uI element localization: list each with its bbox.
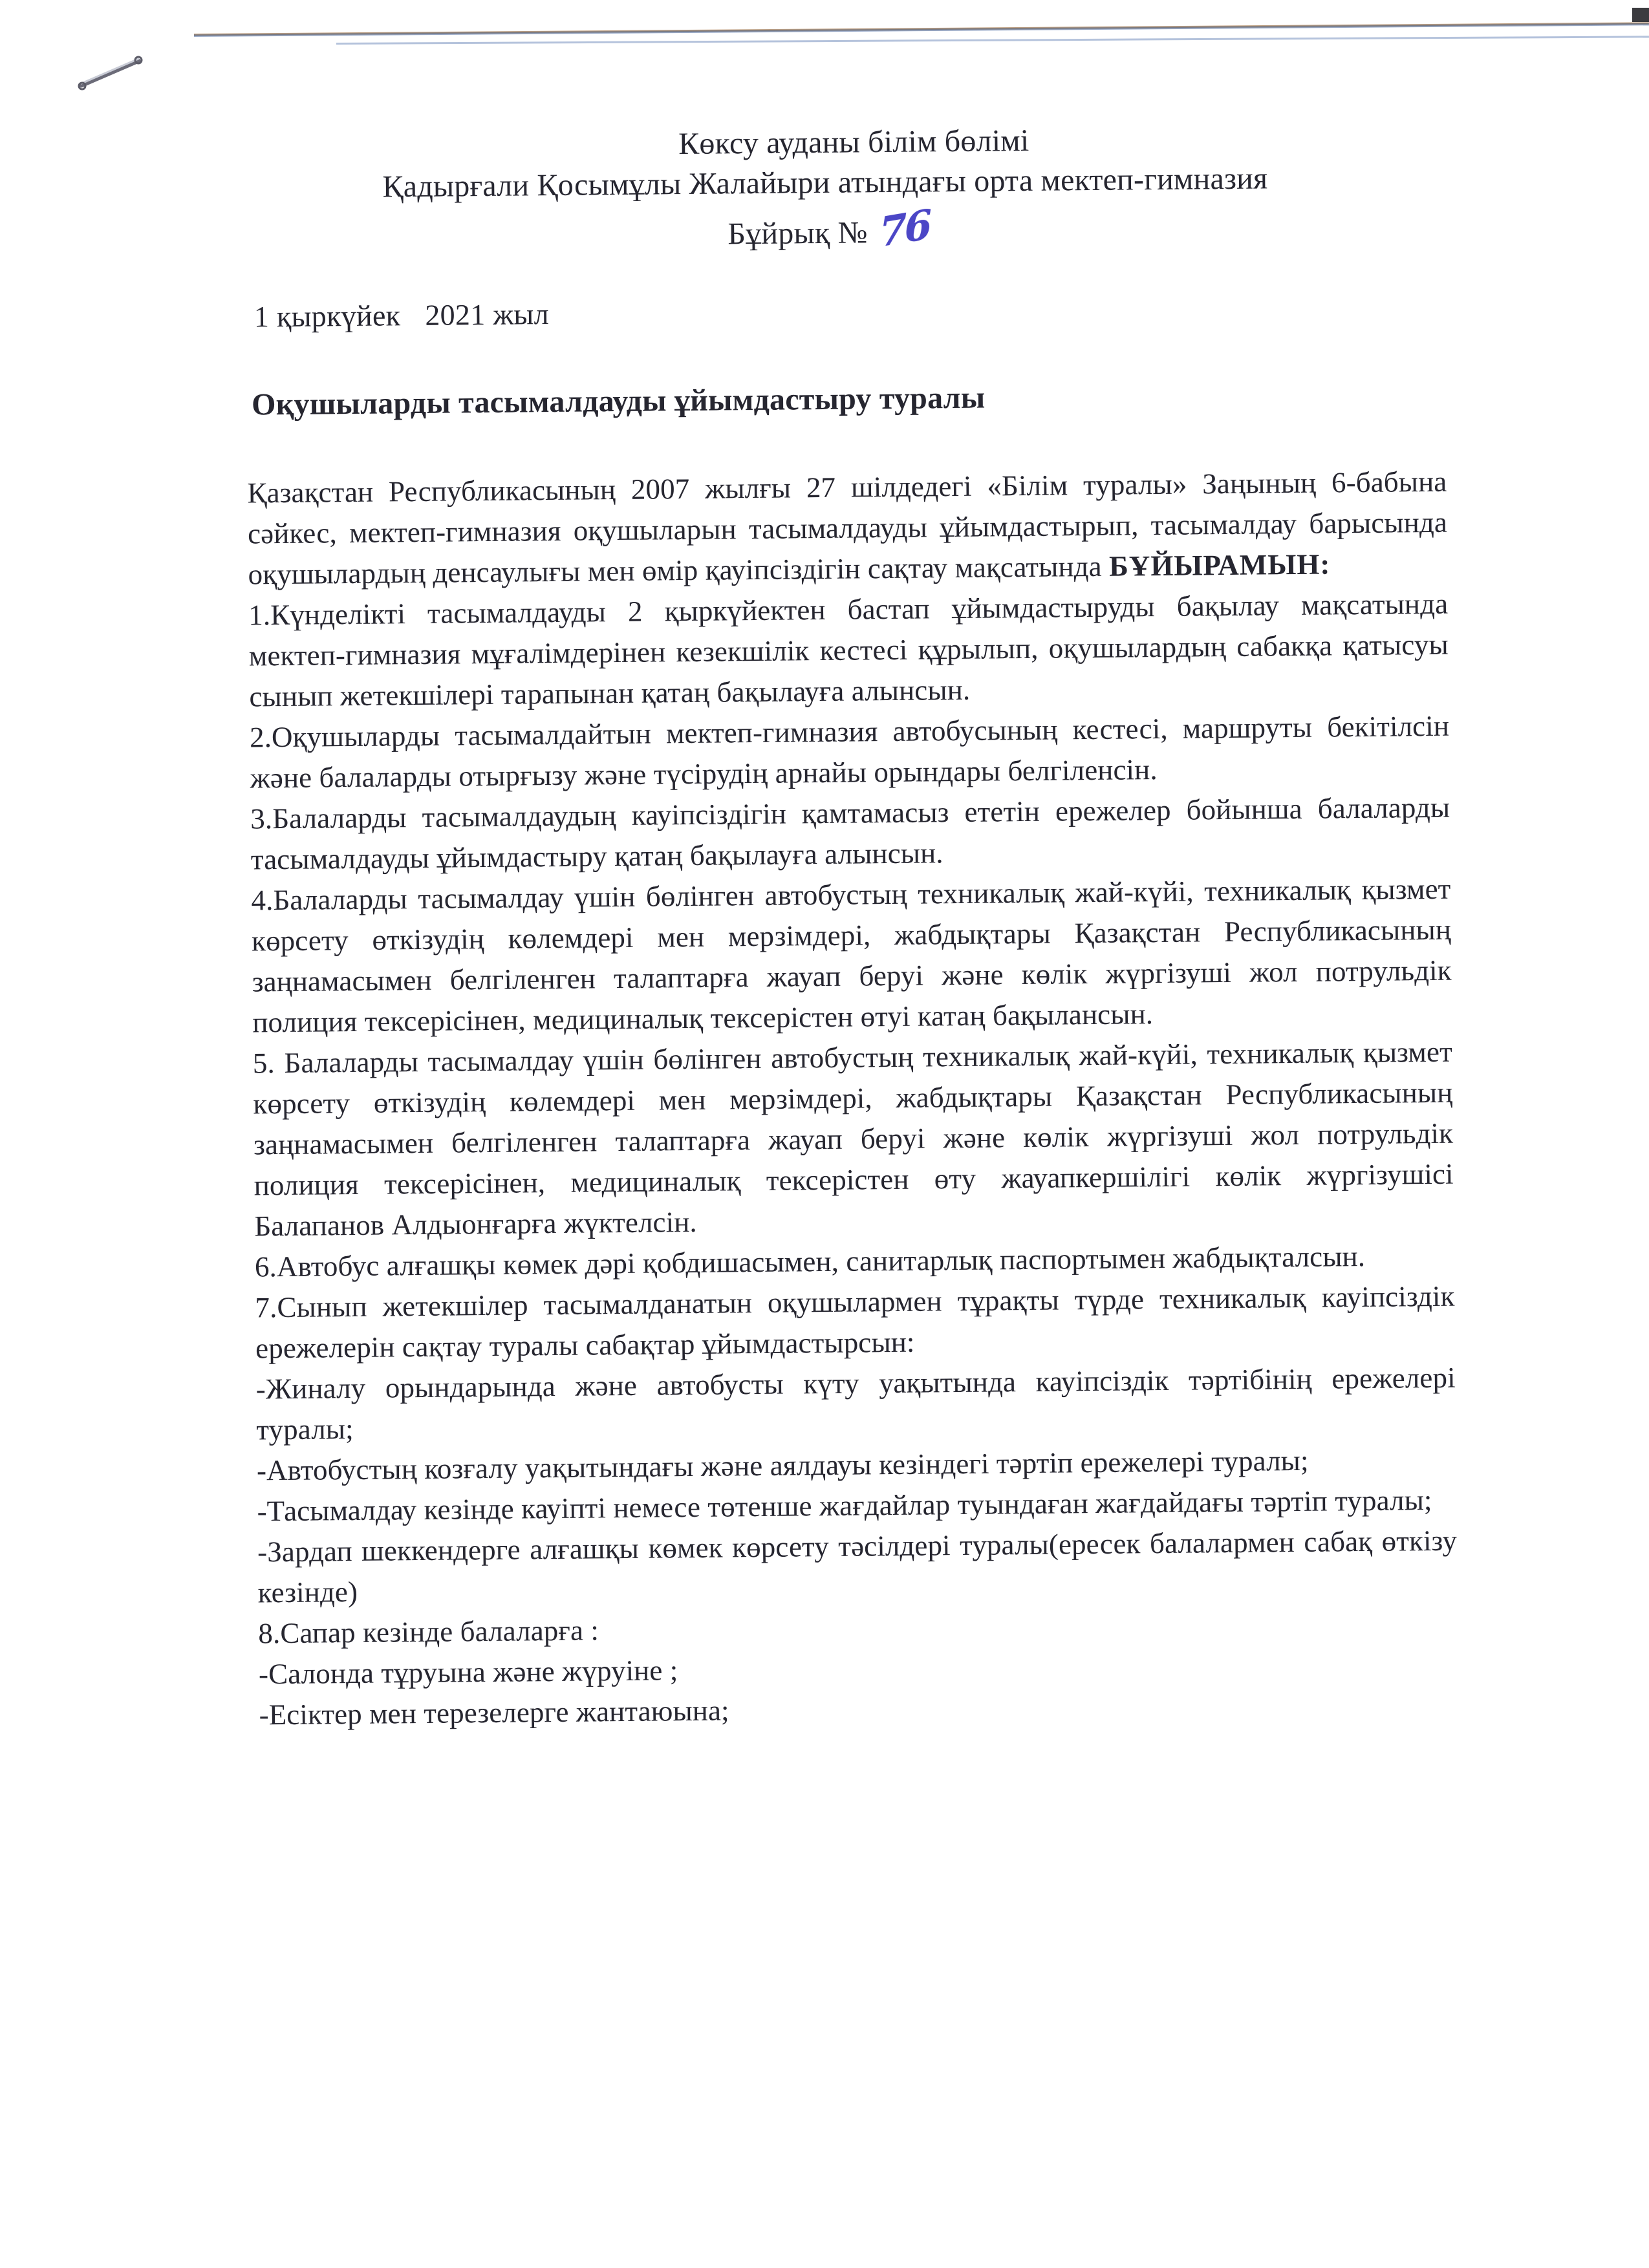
preamble-text: Қазақстан Республикасының 2007 жылғы 27 шілдедегі «Білім туралы» Заңының 6-бабына сәйкес, мектеп-гимназия оқушыларын тасымалдауды ұйымдастырып, тасымалдау барысында оқушылардың денсаулығы мен өмір қауіпсіздігін сақтау мақсатында [247, 465, 1448, 591]
paragraph-item-1: 1.Күнделікті тасымалдауды 2 қыркүйектен бастап ұйымдастыруды бақылау мақсатында мектеп-гимназия мұғалімдерінен кезекшілік кестесі құрылып, оқушылардың сабакқа қатысуы сынып жетекшілері тарапынан қатаң бақылауға алынсын. [248, 587, 1449, 713]
header-department: Көксу ауданы білім бөлімі [678, 123, 1029, 162]
preamble-order-verb: БҰЙЫРАМЫН: [1108, 548, 1331, 583]
paragraph-item-8: 8.Сапар кезінде балаларға : [258, 1614, 599, 1650]
paragraph-item-5: 5. Балаларды тасымалдау үшін бөлінген автобустың техникалық жай-күйі, техникалық қызмет көрсету өткізудің көлемдері мен мерзімдері, жабдықтары Қазақстан Республикасының заңнамасымен белгіленген талаптарға жауап беруі және көлік жүргізуші жол потрульдік полиция тексерісінен, медициналық тексерістен өту жауапкершілігі көлік жүргізушісі Балапанов Алдыонғарға жүктелсін. [252, 1035, 1454, 1243]
paragraph-dash-6: -Есіктер мен терезелерге жантаюына; [259, 1694, 729, 1731]
order-number-handwritten: 76 [879, 200, 931, 257]
document-body [247, 462, 1459, 1736]
paragraph-preamble [247, 462, 1448, 595]
order-number-group [727, 202, 930, 257]
paragraph-dash-4: -Зардап шеккендерге алғашқы көмек көрсету тәсілдері туралы(ересек балалармен сабақ өткізу кезінде) [257, 1524, 1458, 1609]
paragraph-item-3: 3.Балаларды тасымалдаудың кауіпсіздігін қамтамасыз ететін ережелер бойынша балаларды тасымалдауды ұйымдастыру қатаң бақылауға алынсын. [250, 791, 1450, 876]
date-day-month: 1 қыркүйек [253, 299, 401, 334]
paragraph-item-4: 4.Балаларды тасымалдау үшін бөлінген автобустың техникалық жай-күйі, техникалық қызмет көрсету өткізудің көлемдері мен мерзімдері, жабдықтары Қазақстан Республикасының заңнамасымен белгіленген талаптарға жауап беруі және көлік жүргізуші жол потрульдік полиция тексерісінен, медициналық тексерістен өтуі катаң бақылансын. [251, 872, 1452, 1039]
order-label: Бұйрық № [727, 215, 868, 251]
document-title: Оқушыларды тасымалдауды ұйымдастыру туралы [251, 380, 986, 422]
paragraph-item-6: 6.Автобус алғашқы көмек дәрі қобдишасымен, санитарлық паспортымен жабдықталсын. [254, 1239, 1366, 1283]
paragraph-dash-5: -Салонда тұруына және жүруіне ; [258, 1654, 678, 1691]
paragraph-item-7: 7.Сынып жетекшілер тасымалданатын оқушылармен тұрақты түрде техникалық кауіпсіздік ережелерін сақтау туралы сабақтар ұйымдастырсын: [255, 1279, 1455, 1365]
header-school-name: Қадырғали Қосымұлы Жалайыри атындағы орта мектеп-гимназия [382, 161, 1268, 204]
paragraph-dash-3: -Тасымалдау кезінде кауіпті немесе төтенше жағдайлар туындаған жағдайдағы тәртіп туралы; [257, 1484, 1432, 1528]
paragraph-item-2: 2.Оқушыларды тасымалдайтын мектеп-гимназия автобусының кестесі, маршруты бекітілсін және балаларды отырғызу және түсірудің арнайы орындары белгіленсін. [249, 709, 1450, 795]
document-header [0, 115, 1641, 264]
date-year: 2021 жыл [425, 297, 550, 332]
paragraph-dash-1: -Жиналу орындарында және автобусты күту уақытында кауіпсіздік тәртібінің ережелері туралы; [255, 1361, 1456, 1446]
paragraph-dash-2: -Автобустың козғалу уақытындағы және аялдауы кезіндегі тәртіп ережелері туралы; [256, 1444, 1309, 1487]
document-date [254, 297, 550, 334]
